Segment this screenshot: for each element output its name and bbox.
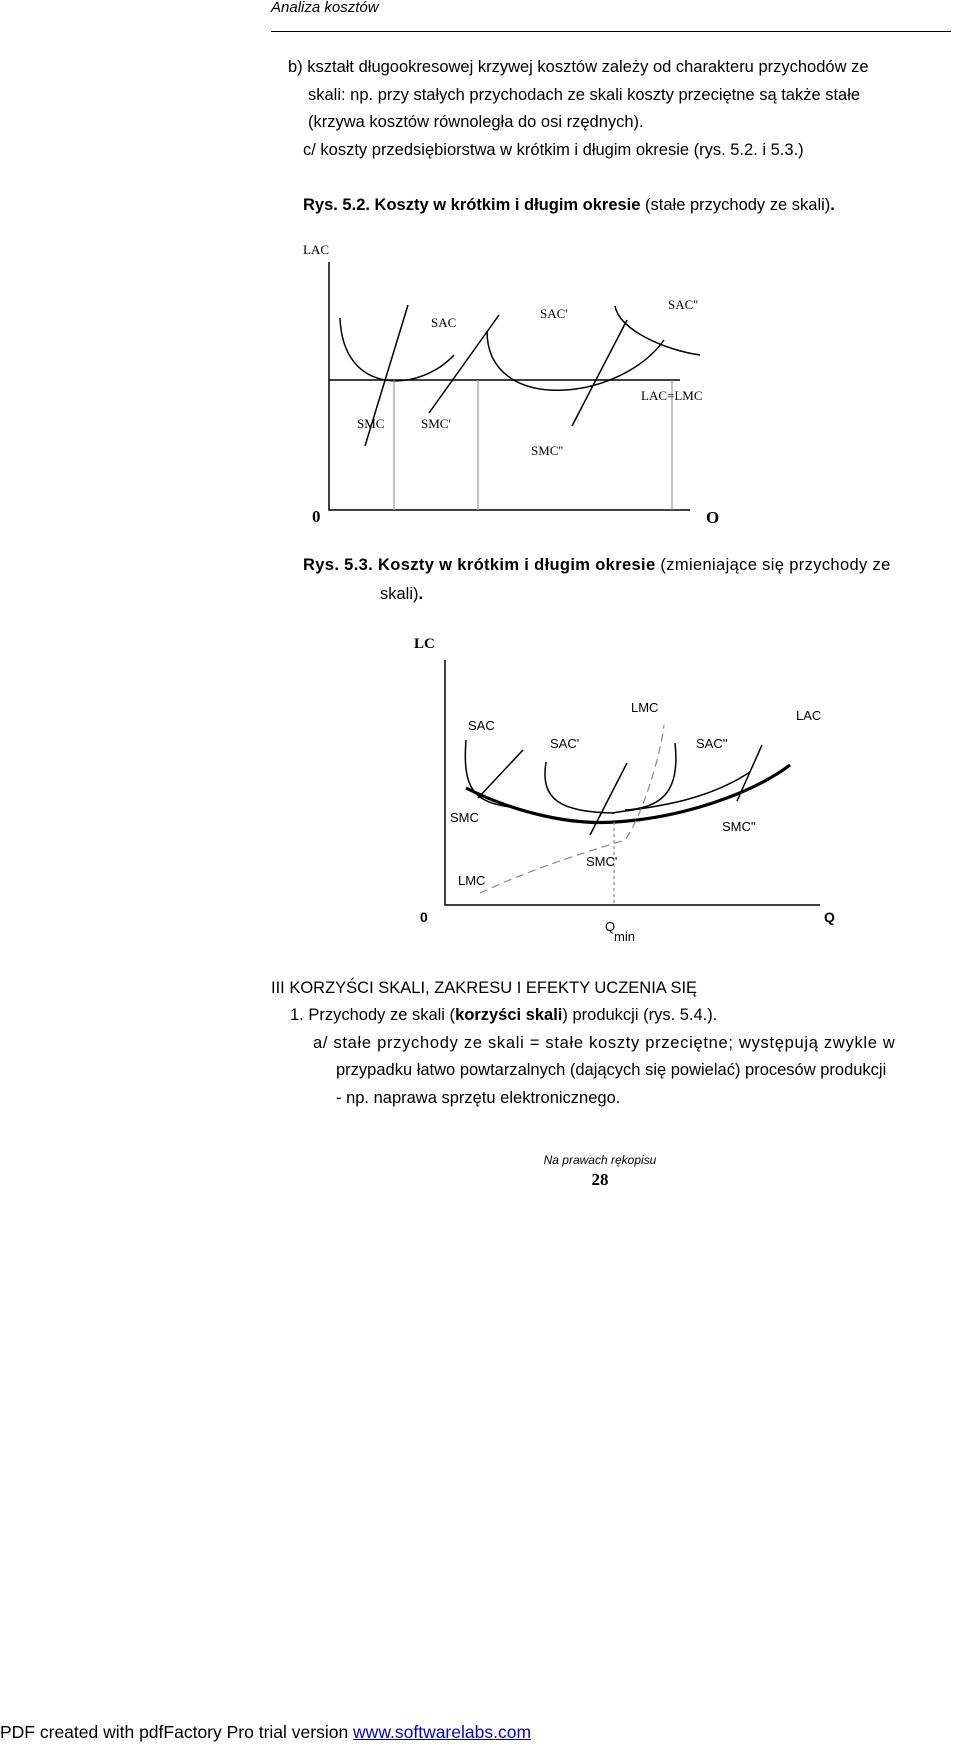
fig53-label-sac1: SAC' <box>550 736 580 751</box>
figure-5-2-caption-bold: Rys. 5.2. Koszty w krótkim i długim okresie <box>303 196 641 214</box>
pdf-watermark <box>0 1722 531 1743</box>
fig53-label-smc: SMC <box>450 810 479 825</box>
paragraph-b-line3: (krzywa kosztów równoległa do osi rzędnych). <box>308 113 644 131</box>
fig53-curve-smc1 <box>590 763 627 835</box>
fig52-label-smc: SMC <box>357 416 385 431</box>
fig53-label-lac: LAC <box>796 708 822 723</box>
fig53-label-xaxis: Q <box>824 909 835 925</box>
footer-note: Na prawach rękopisu <box>543 1153 657 1167</box>
figure-5-3-caption-line2-text: skali) <box>380 585 419 603</box>
fig53-curve-smc <box>478 750 523 798</box>
header-rule <box>271 31 951 32</box>
fig53-curve-sac2 <box>625 743 676 810</box>
paragraph-a-line1: a/ stałe przychody ze skali = stałe koszty przeciętne; występują zwykle w <box>313 1034 896 1052</box>
figure-5-3-caption-bold: Rys. 5.3. Koszty w krótkim i długim okresie <box>303 556 656 574</box>
fig53-curve-sac2-tail <box>612 772 750 813</box>
fig52-curve-smc2 <box>572 320 627 426</box>
fig52-curve-sac1 <box>487 331 664 390</box>
page-number: 28 <box>591 1170 609 1189</box>
running-header: Analiza kosztów <box>271 0 379 16</box>
fig53-label-lmc-bottom: LMC <box>458 873 486 888</box>
figure-5-3-caption-line2 <box>380 585 423 604</box>
paragraph-a-line2: przypadku łatwo powtarzalnych (dających się powielać) procesów produkcji <box>336 1061 887 1079</box>
fig53-label-sac: SAC <box>468 718 495 733</box>
fig52-label-smc1: SMC' <box>421 416 451 431</box>
section-heading: III KORZYŚCI SKALI, ZAKRESU I EFEKTY UCZENIA SIĘ <box>271 979 698 997</box>
fig52-label-smc2: SMC'' <box>531 443 564 458</box>
paragraph-a-line3: - np. naprawa sprzętu elektronicznego. <box>336 1089 621 1107</box>
pdf-watermark-text: PDF created with pdfFactory Pro trial version <box>0 1722 354 1742</box>
pdf-watermark-link[interactable]: www.softwarelabs.com <box>353 1722 532 1742</box>
figure-5-2-caption-end: . <box>830 196 835 214</box>
fig53-label-lmc-top: LMC <box>631 700 659 715</box>
figure-5-2-caption <box>303 196 835 215</box>
paragraph-b-line1: b) kształt długookresowej krzywej kosztów zależy od charakteru przychodów ze <box>288 58 869 76</box>
figure-5-3-caption-line1 <box>303 556 891 575</box>
fig52-label-sac1: SAC' <box>540 306 568 321</box>
paragraph-b-line2: skali: np. przy stałych przychodach ze skali koszty przeciętne są także stałe <box>308 86 861 104</box>
fig53-label-min: min <box>614 929 635 944</box>
fig53-label-sac2: SAC'' <box>696 736 728 751</box>
figure-5-3-diagram <box>400 625 880 955</box>
fig52-label-origin: 0 <box>312 507 321 526</box>
section-item-1-bold: korzyści skali <box>455 1006 563 1024</box>
fig53-label-origin: 0 <box>420 909 428 925</box>
fig52-label-sac: SAC <box>431 315 457 330</box>
fig53-label-smc1: SMC' <box>586 854 618 869</box>
fig52-label-xaxis: O <box>706 508 720 527</box>
fig52-label-yaxis: LAC <box>303 242 329 257</box>
section-item-1-post: ) produkcji (rys. 5.4.). <box>562 1006 718 1024</box>
fig53-label-yaxis: LC <box>414 636 435 652</box>
fig53-curve-lac <box>466 765 790 823</box>
fig53-label-q: Q <box>605 919 616 934</box>
figure-5-2-diagram <box>280 232 760 532</box>
fig52-label-lac-lmc: LAC=LMC <box>641 388 703 403</box>
fig53-label-smc2: SMC'' <box>722 819 756 834</box>
figure-5-3-caption-end: . <box>418 585 424 603</box>
section-item-1 <box>290 1003 717 1027</box>
paragraph-c: c/ koszty przedsiębiorstwa w krótkim i długim okresie (rys. 5.2. i 5.3.) <box>303 141 804 159</box>
fig52-label-sac2: SAC'' <box>668 297 698 312</box>
section-item-1-pre: 1. Przychody ze skali ( <box>290 1006 456 1024</box>
figure-5-3-caption-rest: (zmieniające się przychody ze <box>655 556 891 574</box>
figure-5-2-caption-rest: (stałe przychody ze skali) <box>640 196 831 214</box>
